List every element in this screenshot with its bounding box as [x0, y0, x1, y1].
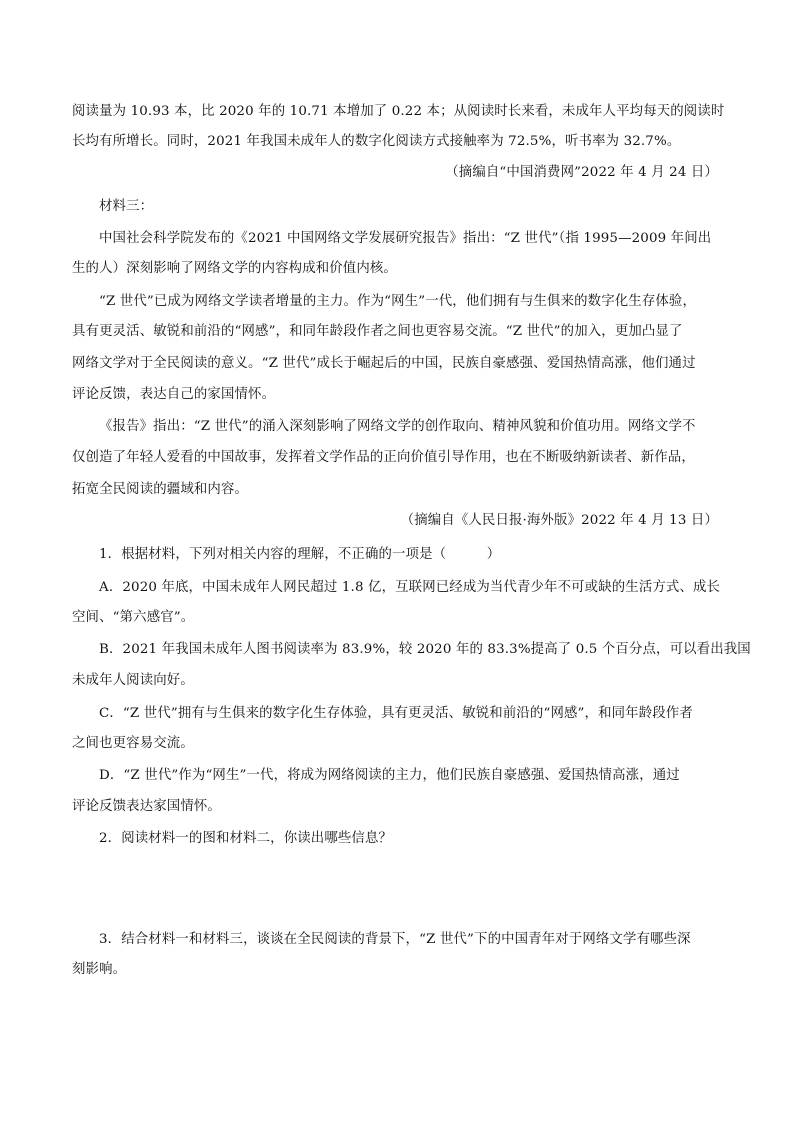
question-stem: 1．根据材料，下列对相关内容的理解，不正确的一项是（ ） [99, 547, 501, 562]
paragraph-line: 具有更灵活、敏锐和前沿的“网感”，和同年龄段作者之间也更容易交流。“Z 世代”的加入，更加凸显了 [72, 324, 683, 339]
paragraph-line: “Z 世代”已成为网络文学读者增量的主力。作为“网生”一代，他们拥有与生俱来的数字化生存体验， [99, 294, 697, 309]
source-citation: （摘编自《人民日报·海外版》2022 年 4 月 13 日） [400, 513, 718, 528]
paragraph-line: 拓宽全民阅读的疆域和内容。 [72, 482, 249, 497]
question-3-continued: 刻影响。 [72, 962, 127, 977]
option-d: D．“Z 世代”作为“网生”一代，将成为网络阅读的主力，他们民族自豪感强、爱国热情高涨，通过 [99, 768, 680, 783]
paragraph-line: 网络文学对于全民阅读的意义。“Z 世代”成长于崛起后的中国，民族自豪感强、爱国热情高涨，他们通过 [72, 356, 696, 371]
paragraph-line: 评论反馈，表达自己的家国情怀。 [72, 387, 276, 402]
source-citation: （摘编自“中国消费网”2022 年 4 月 24 日） [445, 165, 718, 180]
question-3: 3．结合材料一和材料三，谈谈在全民阅读的背景下，“Z 世代”下的中国青年对于网络文学有哪些深 [99, 932, 691, 947]
option-a-continued: 空间、“第六感官”。 [72, 610, 195, 625]
option-c-continued: 之间也更容易交流。 [72, 736, 194, 751]
paragraph-line: 阅读量为 10.93 本，比 2020 年的 10.71 本增加了 0.22 本；从阅读时长来看，未成年人平均每天的阅读时 [72, 104, 725, 119]
paragraph-line: 中国社会科学院发布的《2021 中国网络文学发展研究报告》指出：“Z 世代”（指 1995—2009 年间出 [99, 231, 712, 246]
option-d-continued: 评论反馈表达家国情怀。 [72, 799, 221, 814]
paragraph-line: 生的人）深刻影响了网络文学的内容构成和价值内核。 [72, 261, 397, 276]
option-a: A．2020 年底，中国未成年人网民超过 1.8 亿，互联网已经成为当代青少年不可或缺的生活方式、成长 [99, 580, 721, 595]
option-c: C．“Z 世代”拥有与生俱来的数字化生存体验，具有更灵活、敏锐和前沿的“网感”，和同年龄段作者 [99, 706, 693, 721]
paragraph-line: 长均有所增长。同时，2021 年我国未成年人的数字化阅读方式接触率为 72.5%，听书率为 32.7%。 [72, 134, 681, 149]
paragraph-line: 仅创造了年轻人爱看的中国故事，发挥着文学作品的正向价值引导作用，也在不断吸纳新读者、新作品， [72, 450, 695, 465]
question-2: 2．阅读材料一的图和材料二，你读出哪些信息？ [99, 831, 393, 846]
paragraph-line: 《报告》指出：“Z 世代”的涌入深刻影响了网络文学的创作取向、精神风貌和价值功用。网络文学不 [99, 419, 696, 434]
option-b: B．2021 年我国未成年人图书阅读率为 83.9%，较 2020 年的 83.3%提高了 0.5 个百分点，可以看出我国 [99, 642, 751, 657]
material-heading: 材料三： [99, 199, 154, 214]
option-b-continued: 未成年人阅读向好。 [72, 673, 194, 688]
